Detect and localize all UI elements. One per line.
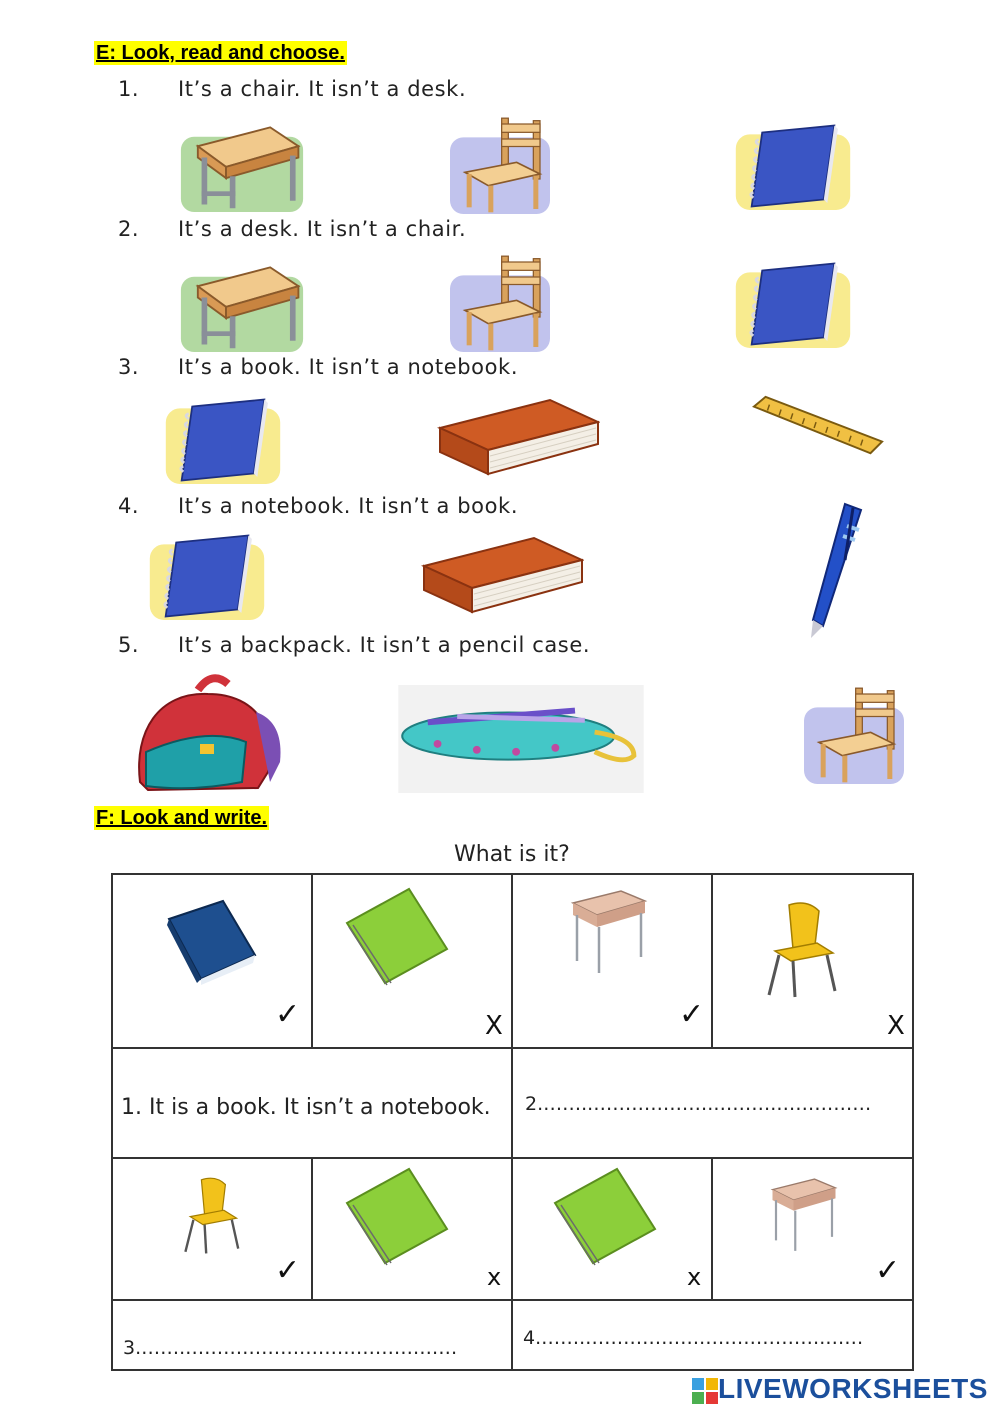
check-mark: ✓ bbox=[275, 997, 301, 1032]
question-1-number: 1. bbox=[118, 77, 140, 101]
table-cell bbox=[513, 1159, 713, 1301]
sentence-1: 1. It is a book. It isn’t a notebook. bbox=[121, 1095, 491, 1120]
table-cell[interactable] bbox=[513, 1049, 912, 1159]
notebook-picture[interactable] bbox=[728, 122, 858, 210]
sentence-4-blank[interactable]: 4.…….……………….……………….…… bbox=[523, 1327, 864, 1349]
cross-mark: x bbox=[687, 1263, 702, 1291]
table-cell[interactable] bbox=[113, 1301, 513, 1371]
section-f-heading: F: Look and write. bbox=[96, 807, 268, 829]
table-cell bbox=[313, 875, 513, 1049]
table-cell bbox=[713, 1159, 912, 1301]
question-5-text: It’s a backpack. It isn’t a pencil case. bbox=[178, 633, 591, 657]
table-cell bbox=[513, 875, 713, 1049]
ruler-picture[interactable] bbox=[750, 392, 886, 462]
question-3-number: 3. bbox=[118, 355, 140, 379]
table-cell[interactable] bbox=[513, 1301, 912, 1371]
cross-mark: x bbox=[487, 1263, 502, 1291]
green-notebook-picture bbox=[549, 1167, 659, 1267]
check-mark: ✓ bbox=[275, 1253, 301, 1288]
notebook-picture[interactable] bbox=[158, 396, 288, 484]
blue-book-picture bbox=[167, 897, 257, 987]
question-3-text: It’s a book. It isn’t a notebook. bbox=[178, 355, 519, 379]
question-4-number: 4. bbox=[118, 494, 140, 518]
liveworksheets-brand[interactable]: LIVEWORKSHEETS bbox=[718, 1373, 988, 1404]
question-2-number: 2. bbox=[118, 217, 140, 241]
check-mark: ✓ bbox=[679, 997, 705, 1032]
check-mark: ✓ bbox=[875, 1253, 901, 1288]
chair-picture[interactable] bbox=[442, 114, 558, 214]
table-cell bbox=[113, 1049, 513, 1159]
table-title: What is it? bbox=[454, 842, 570, 867]
yellow-chair-picture bbox=[179, 1175, 243, 1255]
sentence-2-blank[interactable]: 2.……..……………….……….…………… bbox=[525, 1093, 872, 1115]
book-picture[interactable] bbox=[404, 536, 584, 616]
school-desk-picture bbox=[769, 1173, 839, 1257]
question-1-text: It’s a chair. It isn’t a desk. bbox=[178, 77, 467, 101]
school-desk-picture bbox=[569, 887, 649, 977]
green-notebook-picture bbox=[341, 887, 451, 987]
sentence-3-blank[interactable]: 3.…….……………….…………………… bbox=[123, 1337, 458, 1359]
section-e-heading: E: Look, read and choose. bbox=[96, 42, 345, 64]
desk-picture[interactable] bbox=[178, 118, 306, 212]
notebook-picture[interactable] bbox=[728, 260, 858, 348]
table-cell bbox=[113, 1159, 313, 1301]
notebook-picture[interactable] bbox=[142, 532, 272, 620]
table-cell bbox=[713, 875, 912, 1049]
pen-picture[interactable] bbox=[800, 500, 870, 640]
yellow-chair-picture bbox=[761, 899, 841, 999]
chair-picture[interactable] bbox=[796, 684, 912, 784]
table-cell bbox=[113, 875, 313, 1049]
pencil-case-picture[interactable] bbox=[396, 685, 646, 793]
liveworksheets-logo-icon bbox=[690, 1376, 720, 1406]
chair-picture[interactable] bbox=[442, 252, 558, 352]
book-picture[interactable] bbox=[420, 398, 600, 478]
question-5-number: 5. bbox=[118, 633, 140, 657]
question-4-text: It’s a notebook. It isn’t a book. bbox=[178, 494, 519, 518]
green-notebook-picture bbox=[341, 1167, 451, 1267]
desk-picture[interactable] bbox=[178, 258, 306, 352]
table-cell bbox=[313, 1159, 513, 1301]
cross-mark: X bbox=[887, 1011, 905, 1041]
backpack-picture[interactable] bbox=[128, 672, 288, 792]
answer-table bbox=[111, 873, 914, 1371]
question-2-text: It’s a desk. It isn’t a chair. bbox=[178, 217, 467, 241]
cross-mark: X bbox=[485, 1011, 503, 1041]
